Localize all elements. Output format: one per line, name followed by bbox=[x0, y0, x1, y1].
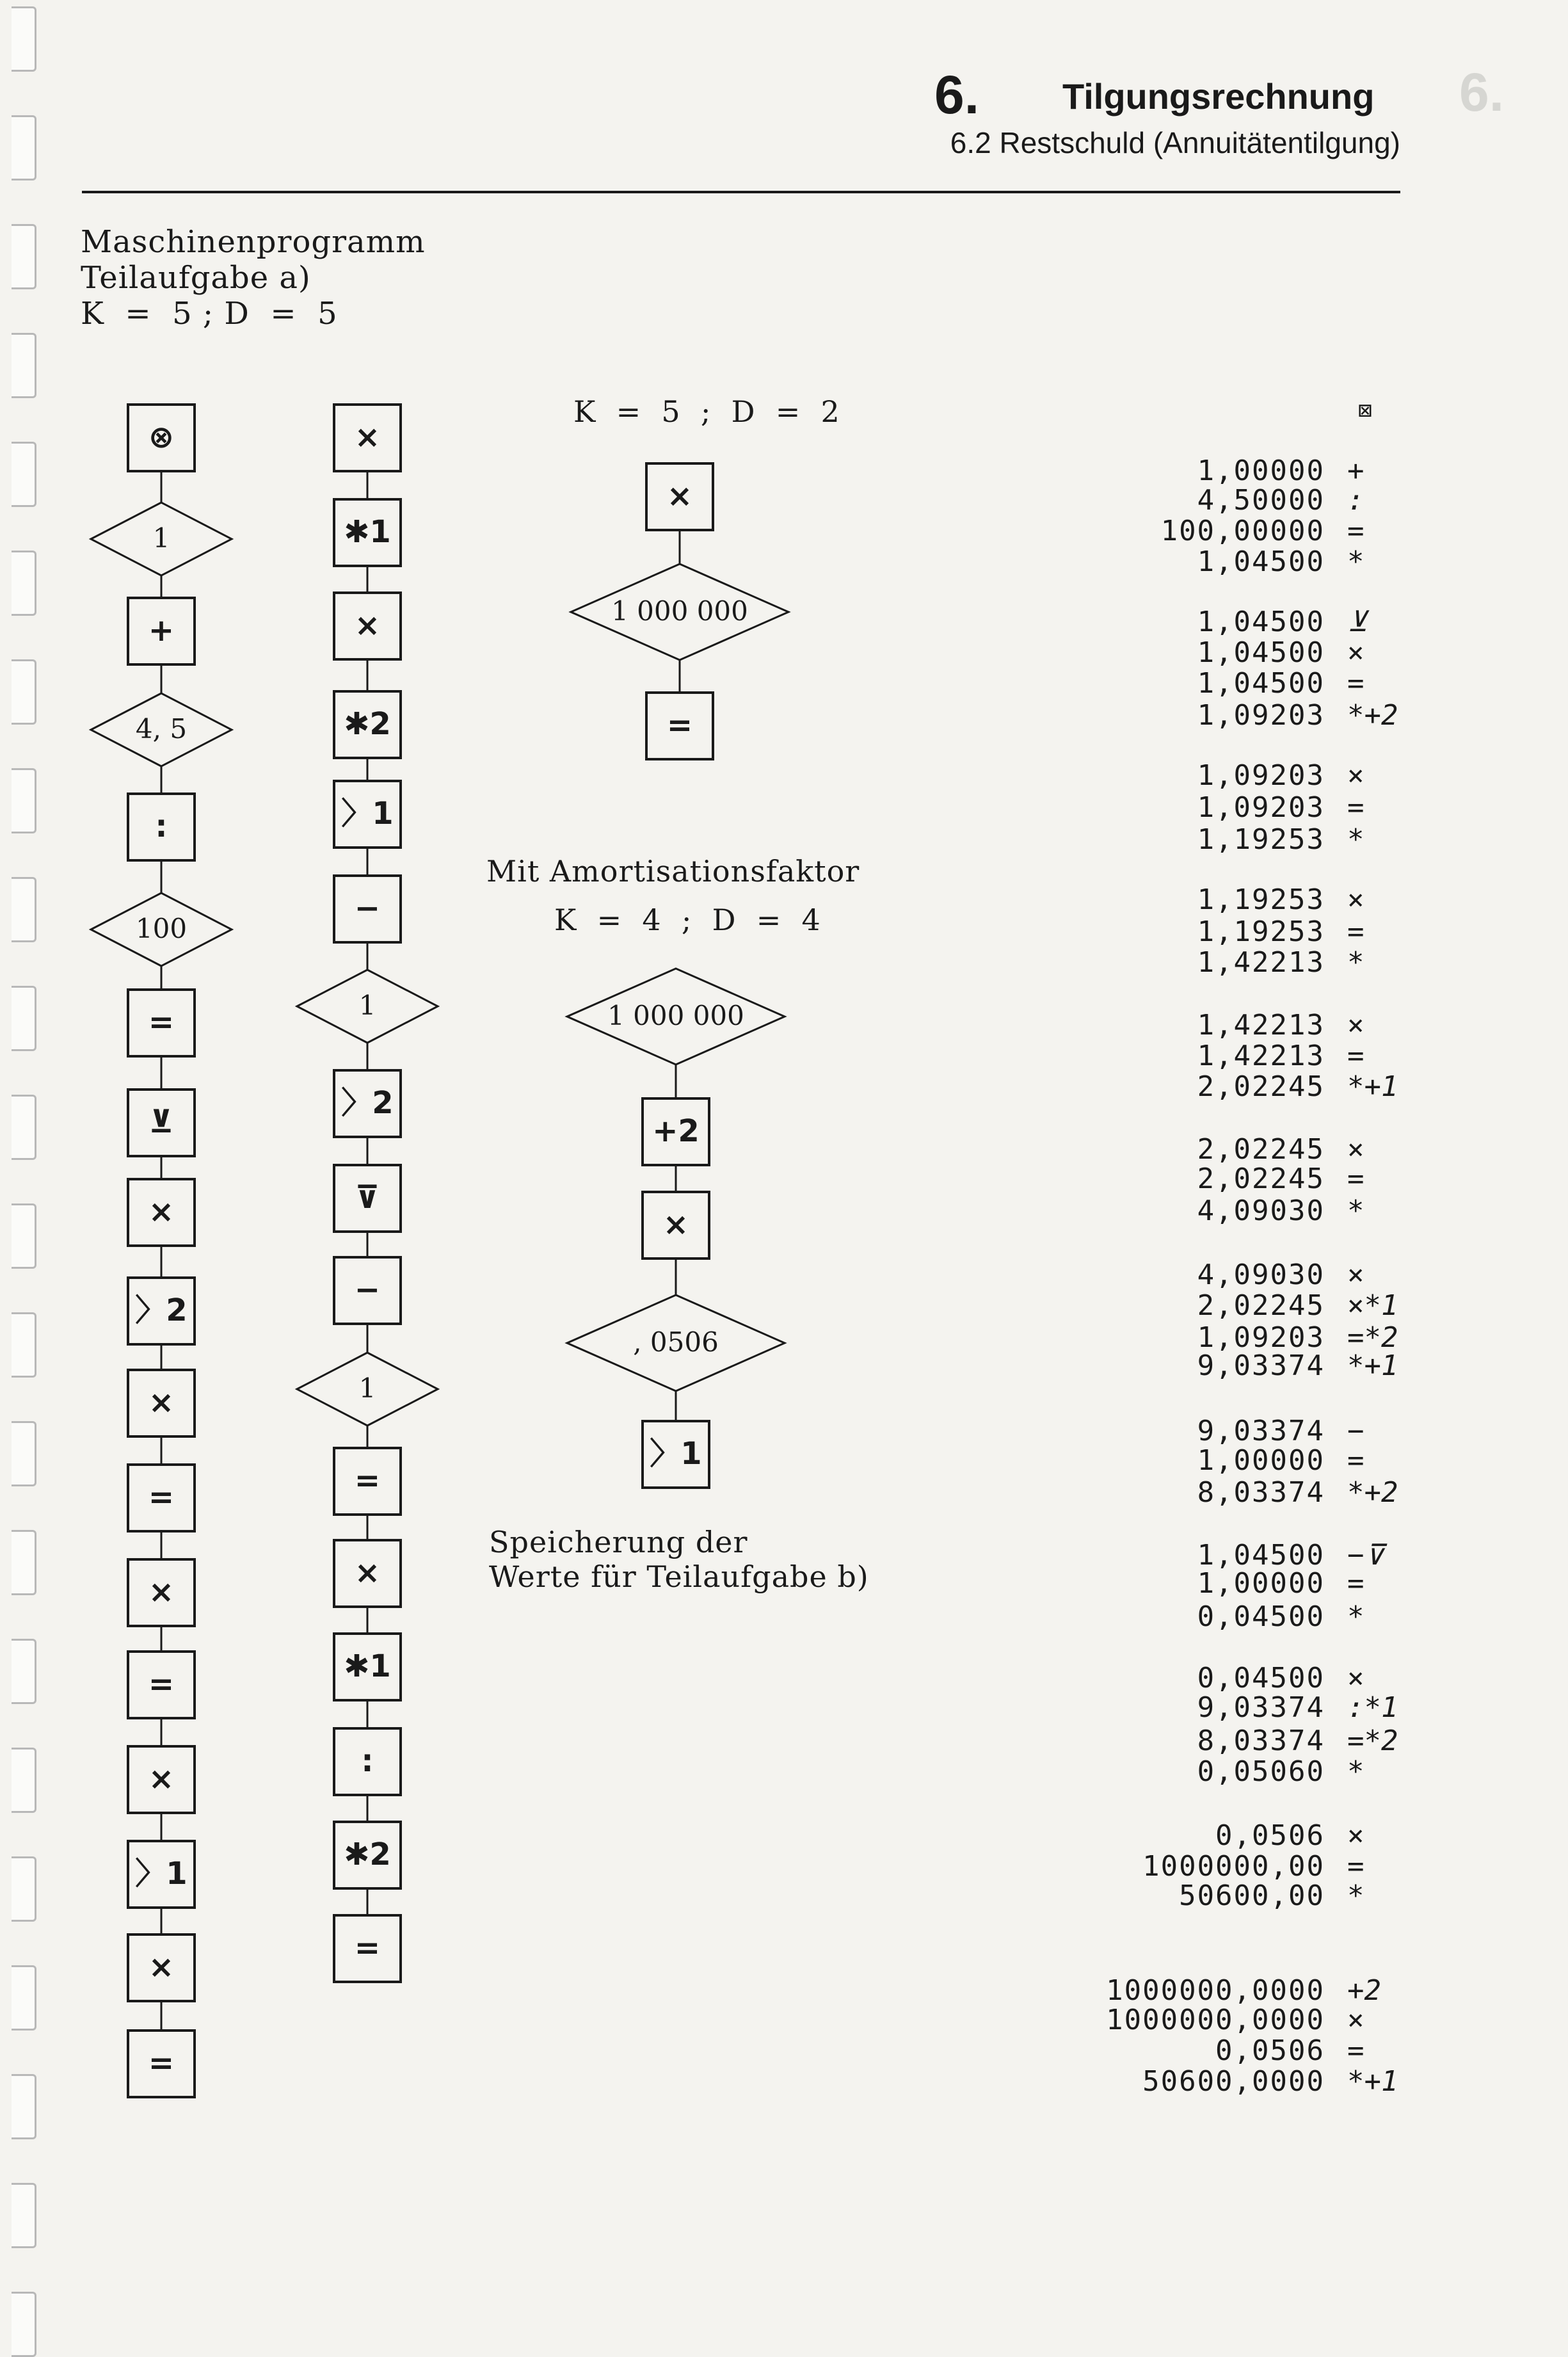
step-label: × bbox=[148, 1574, 175, 1610]
printout-symbol: × bbox=[1347, 759, 1364, 792]
printout-symbol: *+1 bbox=[1347, 1349, 1398, 1382]
step-label: ✱2 bbox=[344, 706, 391, 742]
printout-value: 1000000,0000 bbox=[1106, 1974, 1325, 2007]
printout-symbol: × bbox=[1347, 1133, 1364, 1166]
printout-value: 4,09030 bbox=[1197, 1195, 1325, 1227]
printout-value: 9,03374 bbox=[1197, 1691, 1325, 1724]
printout-symbol: =*2 bbox=[1347, 1725, 1398, 1757]
step-label: 1 bbox=[358, 990, 376, 1021]
printout-value: 2,02245 bbox=[1197, 1133, 1325, 1166]
printout-symbol: × bbox=[1347, 1819, 1364, 1852]
step-label: ⊻ bbox=[148, 1104, 174, 1140]
printout-value: 1000000,0000 bbox=[1106, 2004, 1325, 2036]
program-title-line3: K = 5 ; D = 5 bbox=[81, 296, 338, 332]
printout-value: 8,03374 bbox=[1197, 1725, 1325, 1757]
printout-symbol: * bbox=[1347, 946, 1364, 979]
step-label: × bbox=[148, 1761, 175, 1797]
printout-value: 1,09203 bbox=[1197, 759, 1325, 792]
printout-symbol: = bbox=[1347, 1162, 1364, 1195]
step-label: = bbox=[148, 1479, 175, 1515]
printout-symbol: ×*1 bbox=[1347, 1289, 1398, 1322]
step-label: 4, 5 bbox=[135, 713, 188, 744]
printout-symbol: :*1 bbox=[1347, 1691, 1398, 1724]
step-label: 〉1 bbox=[650, 1436, 702, 1472]
printout-value: 1,19253 bbox=[1197, 823, 1325, 856]
step-label: = bbox=[148, 1004, 175, 1040]
printout-symbol: = bbox=[1347, 1444, 1364, 1477]
printout-value: 1,19253 bbox=[1197, 883, 1325, 916]
step-label: : bbox=[155, 808, 168, 844]
printout-symbol: *+2 bbox=[1347, 699, 1398, 732]
printout-value: 9,03374 bbox=[1197, 1349, 1325, 1382]
printout-symbol: = bbox=[1347, 1567, 1364, 1600]
printout-value: 1,00000 bbox=[1197, 1567, 1325, 1600]
printout-value: 1,04500 bbox=[1197, 636, 1325, 669]
step-label: , 0506 bbox=[633, 1326, 719, 1358]
printout-symbol: * bbox=[1347, 545, 1364, 578]
step-label: × bbox=[354, 607, 381, 643]
step-label: = bbox=[354, 1463, 381, 1499]
printout-value: 0,05060 bbox=[1197, 1755, 1325, 1788]
printout-value: 4,09030 bbox=[1197, 1259, 1325, 1291]
step-label: 1 000 000 bbox=[611, 595, 748, 627]
program-title-line2: Teilaufgabe a) bbox=[81, 260, 311, 296]
printout-symbol: × bbox=[1347, 1662, 1364, 1694]
printout-value: 0,0506 bbox=[1215, 1819, 1325, 1852]
printout-value: 100,00000 bbox=[1160, 515, 1325, 547]
printout-symbol: = bbox=[1347, 667, 1364, 700]
step-label: × bbox=[148, 1385, 175, 1420]
column3-bottom-label: K = 4 ; D = 4 bbox=[554, 903, 821, 937]
step-label: 1 bbox=[358, 1372, 376, 1404]
step-label: − bbox=[354, 1272, 381, 1308]
step-label: × bbox=[354, 419, 381, 455]
printout-symbol: =*2 bbox=[1347, 1321, 1398, 1354]
printout-value: 2,02245 bbox=[1197, 1070, 1325, 1103]
step-label: ✱1 bbox=[344, 1648, 391, 1684]
step-label: ⊗ bbox=[148, 419, 175, 455]
printout-value: 9,03374 bbox=[1197, 1415, 1325, 1447]
printout-symbol: : bbox=[1347, 484, 1364, 517]
step-label: ✱2 bbox=[344, 1837, 391, 1872]
printout-symbol: = bbox=[1347, 515, 1364, 547]
printout-symbol: * bbox=[1347, 823, 1364, 856]
printout-symbol: − bbox=[1347, 1415, 1364, 1447]
printout-value: 1,00000 bbox=[1197, 455, 1325, 487]
step-label: 〉1 bbox=[341, 796, 394, 832]
printout-value: 1,04500 bbox=[1197, 606, 1325, 638]
printout-value: 1,19253 bbox=[1197, 915, 1325, 948]
printout-value: 1,04500 bbox=[1197, 545, 1325, 578]
printout-value: 2,02245 bbox=[1197, 1162, 1325, 1195]
step-label: = bbox=[666, 707, 693, 743]
printout-symbol: = bbox=[1347, 1040, 1364, 1072]
printout-value: 0,04500 bbox=[1197, 1600, 1325, 1633]
printout-value: 1,42213 bbox=[1197, 1009, 1325, 1042]
step-label: − bbox=[354, 890, 381, 926]
chapter-number: 6. bbox=[934, 65, 980, 125]
step-label: × bbox=[148, 1194, 175, 1230]
printout-symbol: * bbox=[1347, 1879, 1364, 1912]
printout-value: 50600,0000 bbox=[1142, 2065, 1325, 2098]
step-label: × bbox=[662, 1207, 689, 1243]
step-label: × bbox=[354, 1555, 381, 1591]
printout-symbol: × bbox=[1347, 883, 1364, 916]
step-label: + bbox=[148, 613, 175, 648]
step-label: 〉2 bbox=[341, 1085, 394, 1121]
printout-value: 1,09203 bbox=[1197, 699, 1325, 732]
printout-symbol: × bbox=[1347, 1009, 1364, 1042]
printout-value: 1,04500 bbox=[1197, 667, 1325, 700]
printout-symbol: *+2 bbox=[1347, 1476, 1398, 1509]
step-label: ⊽ bbox=[355, 1180, 380, 1216]
printout-value: 1,42213 bbox=[1197, 1040, 1325, 1072]
printout-symbol: −⊽ bbox=[1347, 1539, 1385, 1572]
step-label: × bbox=[666, 478, 693, 514]
step-label: 〉1 bbox=[135, 1856, 188, 1892]
printout-value: 2,02245 bbox=[1197, 1289, 1325, 1322]
printout-value: 1000000,00 bbox=[1142, 1850, 1325, 1883]
step-label: : bbox=[361, 1743, 374, 1779]
printout-symbol: * bbox=[1347, 1195, 1364, 1227]
binder-hole bbox=[12, 2292, 36, 2357]
printout-symbol: ⊻ bbox=[1347, 606, 1368, 638]
step-label: +2 bbox=[652, 1113, 700, 1149]
printout-symbol: × bbox=[1347, 1259, 1364, 1291]
printout-symbol: = bbox=[1347, 791, 1364, 824]
printout-symbol: × bbox=[1347, 2004, 1364, 2036]
storage-note-line2: Werte für Teilaufgabe b) bbox=[489, 1559, 869, 1594]
printout-start-marker: ⊠ bbox=[1358, 398, 1372, 424]
printout-value: 1,42213 bbox=[1197, 946, 1325, 979]
step-label: 1 bbox=[152, 522, 170, 554]
printout-value: 0,0506 bbox=[1215, 2034, 1325, 2067]
printout-value: 0,04500 bbox=[1197, 1662, 1325, 1694]
printout-symbol: + bbox=[1347, 455, 1364, 487]
printout-value: 1,09203 bbox=[1197, 791, 1325, 824]
program-title-line1: Maschinenprogramm bbox=[81, 224, 426, 260]
printout-value: 4,50000 bbox=[1197, 484, 1325, 517]
printout-value: 1,00000 bbox=[1197, 1444, 1325, 1477]
printout-symbol: +2 bbox=[1347, 1974, 1381, 2007]
printout-symbol: *+1 bbox=[1347, 2065, 1398, 2098]
amortisation-caption: Mit Amortisationsfaktor bbox=[486, 854, 860, 889]
step-label: 1 000 000 bbox=[607, 1000, 744, 1031]
printout-value: 1,04500 bbox=[1197, 1539, 1325, 1572]
printout-value: 1,09203 bbox=[1197, 1321, 1325, 1354]
printout-symbol: *+1 bbox=[1347, 1070, 1398, 1103]
step-label: = bbox=[354, 1930, 381, 1966]
printout-symbol: = bbox=[1347, 1850, 1364, 1883]
printout-symbol: * bbox=[1347, 1600, 1364, 1633]
column3-top-label: K = 5 ; D = 2 bbox=[573, 394, 840, 429]
section-title: 6.2 Restschuld (Annuitätentilgung) bbox=[950, 126, 1400, 159]
step-label: × bbox=[148, 1949, 175, 1985]
printout-symbol: = bbox=[1347, 915, 1364, 948]
storage-note-line1: Speicherung der bbox=[489, 1525, 748, 1559]
step-label: = bbox=[148, 1666, 175, 1702]
chapter-title: Tilgungsrechnung bbox=[1062, 76, 1375, 117]
printout-value: 8,03374 bbox=[1197, 1476, 1325, 1509]
step-label: = bbox=[148, 2045, 175, 2081]
bleed-through-chapter-number: 6. bbox=[1459, 62, 1505, 122]
step-label: 100 bbox=[135, 913, 188, 944]
step-label: 〉2 bbox=[135, 1292, 188, 1328]
printout-value: 50600,00 bbox=[1179, 1879, 1325, 1912]
printout-symbol: × bbox=[1347, 636, 1364, 669]
printout-symbol: = bbox=[1347, 2034, 1364, 2067]
printout-symbol: * bbox=[1347, 1755, 1364, 1788]
step-label: ✱1 bbox=[344, 514, 391, 550]
